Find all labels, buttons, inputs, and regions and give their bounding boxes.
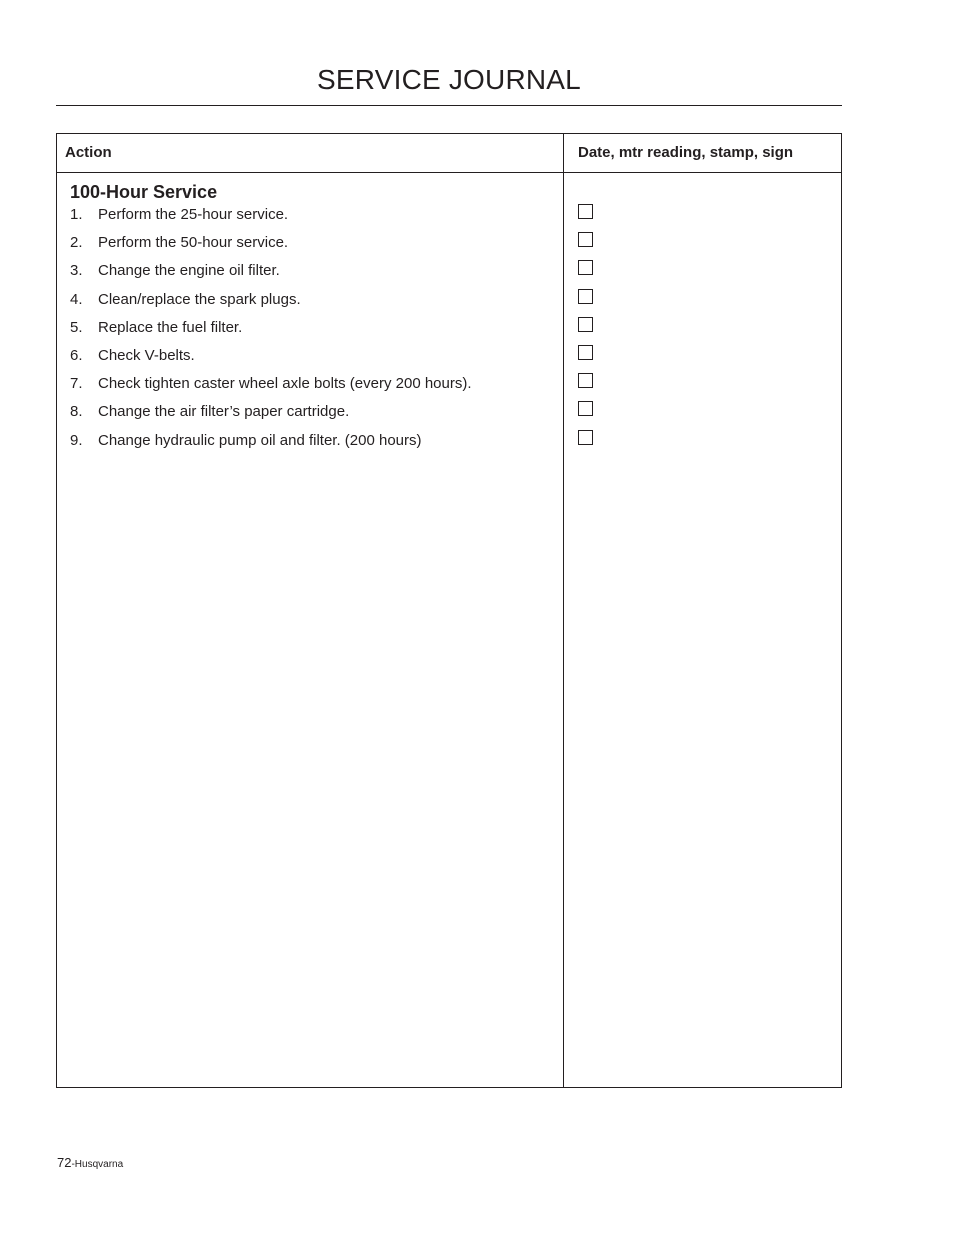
task-item-8 xyxy=(70,401,472,429)
task-number: 7. xyxy=(70,375,83,393)
task-checkbox-7[interactable] xyxy=(578,373,593,388)
task-checkbox-6[interactable] xyxy=(578,345,593,360)
task-number: 2. xyxy=(70,234,83,252)
task-number: 8. xyxy=(70,403,83,421)
task-text: Change the engine oil filter. xyxy=(98,262,280,280)
checkbox-column xyxy=(578,204,593,458)
page-title: SERVICE JOURNAL xyxy=(317,64,581,95)
page-footer xyxy=(57,1155,123,1173)
task-item-6 xyxy=(70,345,472,373)
header-action: Action xyxy=(65,144,112,161)
task-item-4 xyxy=(70,289,472,317)
task-text: Change the air filter’s paper cartridge. xyxy=(98,403,350,421)
task-item-2 xyxy=(70,232,472,260)
task-checkbox-3[interactable] xyxy=(578,260,593,275)
task-text: Check V-belts. xyxy=(98,346,195,364)
task-number: 4. xyxy=(70,290,83,308)
task-text: Check tighten caster wheel axle bolts (every 200 hours). xyxy=(98,375,472,393)
task-checkbox-8[interactable] xyxy=(578,401,593,416)
task-text: Change hydraulic pump oil and filter. (200 hours) xyxy=(98,431,422,449)
task-item-1 xyxy=(70,204,472,232)
task-text: Perform the 50-hour service. xyxy=(98,234,289,252)
task-number: 3. xyxy=(70,262,83,280)
task-text: Clean/replace the spark plugs. xyxy=(98,290,301,308)
task-number: 9. xyxy=(70,431,83,449)
task-item-7 xyxy=(70,373,472,401)
footer-brand: -Husqvarna xyxy=(71,1159,124,1170)
task-checkbox-4[interactable] xyxy=(578,289,593,304)
title-divider xyxy=(56,105,842,106)
task-number: 5. xyxy=(70,318,83,336)
task-checkbox-2[interactable] xyxy=(578,232,593,247)
header-divider xyxy=(57,172,841,173)
task-text: Perform the 25-hour service. xyxy=(98,206,289,223)
page-number: 72 xyxy=(57,1155,72,1170)
task-checkbox-1[interactable] xyxy=(578,204,593,219)
column-divider xyxy=(563,134,564,1087)
task-number: 1. xyxy=(70,206,83,223)
task-number: 6. xyxy=(70,346,83,364)
task-list xyxy=(70,204,472,458)
task-checkbox-9[interactable] xyxy=(578,430,593,445)
task-item-9 xyxy=(70,430,472,458)
service-journal-table xyxy=(56,133,842,1088)
task-item-5 xyxy=(70,317,472,345)
task-checkbox-5[interactable] xyxy=(578,317,593,332)
section-title: 100-Hour Service xyxy=(70,182,218,202)
header-date-reading: Date, mtr reading, stamp, sign xyxy=(578,144,794,161)
task-item-3 xyxy=(70,260,472,288)
task-text: Replace the fuel filter. xyxy=(98,318,243,336)
